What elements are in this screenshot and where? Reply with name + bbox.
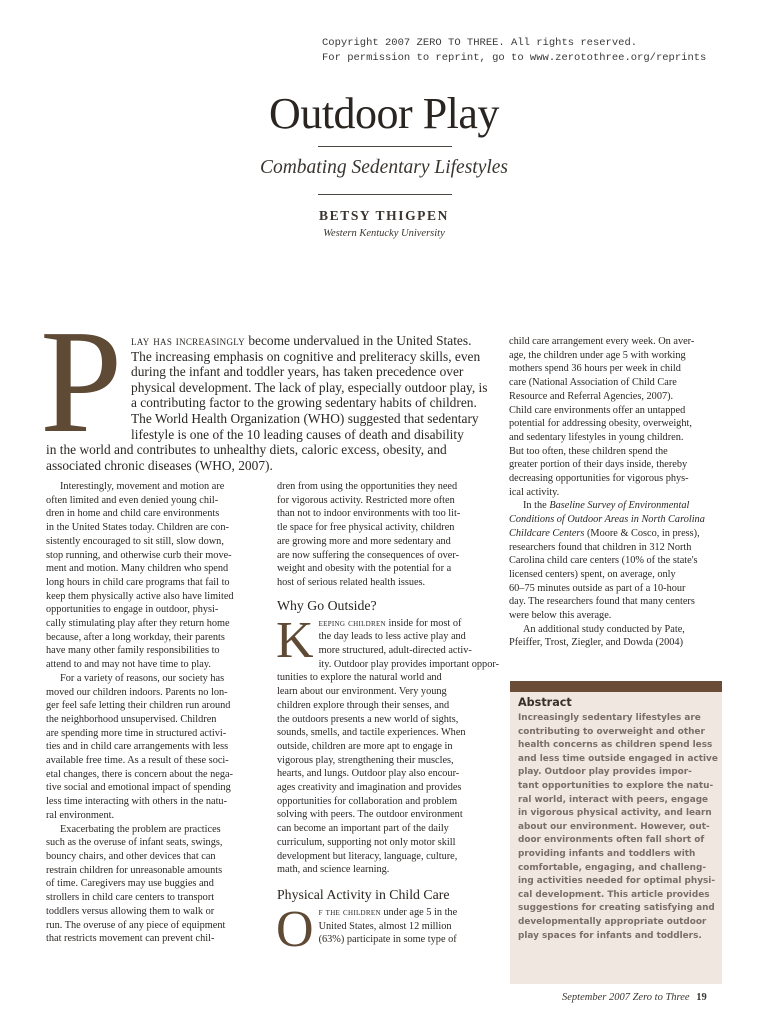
body-line: such as the overuse of infant seats, swings, <box>46 837 223 849</box>
lead-line: lay has increasingly become undervalued in the United States. <box>131 333 472 348</box>
article-subtitle: Combating Sedentary Lifestyles <box>259 157 509 178</box>
body-line: cal development. This article provides <box>518 889 710 900</box>
body-line: than not to indoor environments with too lit- <box>277 508 461 520</box>
body-line: eeping children inside for most of <box>318 617 462 629</box>
body-line: development but literacy, language, culture, <box>277 850 458 862</box>
body-line: host of serious related health issues. <box>277 576 426 588</box>
body-line: and sedentary lifestyles in young children. <box>509 431 684 443</box>
body-line: the day leads to less active play and <box>318 631 466 643</box>
body-line: For a variety of reasons, our society has <box>60 672 225 684</box>
body-line: door environments often fall short of <box>518 835 705 846</box>
body-line: United States, almost 12 million <box>318 920 452 932</box>
body-line: Interestingly, movement and motion are <box>60 481 225 492</box>
body-line: Increasingly sedentary lifestyles are <box>518 713 701 723</box>
section-smallcaps: f the children <box>318 906 381 918</box>
lead-dropcap: P <box>40 300 123 464</box>
body-line: ral environment. <box>46 809 115 821</box>
lead-line: in the world and contributes to unhealthy diets, caloric excess, obesity, and <box>46 442 447 458</box>
heading-physical-activity: Physical Activity in Child Care <box>277 886 450 902</box>
body-line: vigorous play, strengthening their muscles, <box>277 754 454 766</box>
body-line: opportunities for collaboration and problem <box>277 795 458 807</box>
author-name: BETSY THIGPEN <box>319 208 449 223</box>
why-go-outside-paragraph <box>276 611 499 877</box>
body-line: Childcare Centers (Moore & Cosco, in press), <box>509 527 700 539</box>
body-line: outside, children are more apt to engage in <box>277 740 453 752</box>
body-line: sistently encouraged to sit still, slow down, <box>46 535 224 547</box>
body-line: are spending more time in structured activi- <box>46 727 227 739</box>
body-line: moved our children indoors. Parents no lon- <box>46 686 228 698</box>
body-line: ties and in child care arrangements with less <box>46 741 229 753</box>
abstract-title: Abstract <box>518 696 572 709</box>
body-line: and less time outside engaged in active <box>518 753 718 764</box>
body-line: dren in home and child care environments <box>46 508 220 520</box>
body-line: because, after a long workday, their parents <box>46 631 225 643</box>
journal-name: Zero to Three <box>632 992 690 1003</box>
body-line: 60–75 minutes outside as part of a 10-hour <box>509 582 686 594</box>
abstract-box <box>510 681 722 984</box>
physical-activity-paragraph <box>276 900 495 958</box>
body-line: weight and obesity with the potential for a <box>277 563 452 575</box>
title-rule-bottom <box>318 194 452 195</box>
body-line: Pfeiffer, Trost, Ziegler, and Dowda (2004) <box>509 637 684 649</box>
body-line: mothers spend 36 hours per week in child <box>509 363 681 375</box>
body-line: children explore through their senses, and <box>277 699 450 711</box>
body-line: play spaces for infants and toddlers. <box>518 930 702 941</box>
lead-paragraph <box>46 333 492 473</box>
citation-title: Baseline Survey of Environmental <box>549 500 690 512</box>
lead-line: during the infant and toddler years, has taken precedence over <box>131 364 464 380</box>
body-line: tunities to explore the natural world and <box>277 672 442 684</box>
body-line: often limited and even denied young chil- <box>46 494 219 506</box>
lead-line: lifestyle is one of the 10 leading causes of death and disability <box>131 426 464 442</box>
body-line: health concerns as children spend less <box>518 740 713 751</box>
body-line: age, the children under age 5 with working <box>509 349 686 361</box>
body-line: greater portion of their days inside, thereby <box>509 459 688 471</box>
abstract-body <box>518 712 718 943</box>
body-line: math, and science learning. <box>277 864 390 876</box>
body-column-3 <box>509 335 724 650</box>
section-dropcap-o: O <box>276 900 314 958</box>
body-line: developmentally appropriate outdoor <box>518 916 707 927</box>
body-line: tle space for free physical activity, children <box>277 522 455 534</box>
body-line: attend to and may not have time to play. <box>46 659 211 671</box>
copyright-line: Copyright 2007 ZERO TO THREE. All rights reserved. <box>322 37 638 49</box>
body-line: cally stimulating play after they return home <box>46 618 230 630</box>
body-line: researchers found that children in 312 North <box>509 541 692 553</box>
body-line: ical activity. <box>509 486 560 498</box>
body-line: the outdoors presents a new world of sights, <box>277 713 459 725</box>
body-line: of time. Caregivers may use buggies and <box>46 878 214 890</box>
copyright-notice <box>322 36 706 66</box>
body-line: ity. Outdoor play provides important oppor- <box>318 658 499 670</box>
body-line: are now suffering the consequences of over- <box>277 549 460 561</box>
body-line: But too often, these children spend the <box>509 445 668 457</box>
body-line: in vigorous physical activity, and learn <box>518 808 712 819</box>
body-line: are growing more and more sedentary and <box>277 535 451 547</box>
body-line: ral world, interact with peers, engage <box>518 794 709 805</box>
body-line: play. Outdoor play provides impor- <box>518 767 692 778</box>
body-line: providing infants and toddlers with <box>518 848 696 859</box>
body-line: available free time. As a result of these soci- <box>46 755 229 767</box>
lead-line: The World Health Organization (WHO) suggested that sedentary <box>131 410 479 426</box>
body-line: were below this average. <box>509 610 612 622</box>
body-line: can become an important part of the daily <box>277 823 449 835</box>
body-line: restrain children for unreasonable amounts <box>46 864 223 876</box>
lead-smallcaps: lay has increasingly <box>131 333 245 348</box>
body-line: Child care environments offer an untapped <box>509 404 686 416</box>
body-line: learn about our environment. Very young <box>277 686 447 698</box>
body-line: curriculum, supporting not only motor skill <box>277 836 456 848</box>
body-line: ger feel safe letting their children run around <box>46 700 231 712</box>
body-line: about our environment. However, out- <box>518 821 710 832</box>
lead-line: The increasing emphasis on cognitive and preliteracy skills, even <box>131 348 481 364</box>
body-line: ages creativity and imagination and provides <box>277 782 462 794</box>
body-line: toddlers versus allowing them to walk or <box>46 905 215 917</box>
reprint-line: For permission to reprint, go to www.zerotothree.org/reprints <box>322 52 707 64</box>
body-line: tant opportunities to explore the natu- <box>518 780 714 791</box>
body-line: contributing to overweight and other <box>518 726 705 737</box>
body-line: that restricts movement can prevent chil- <box>46 933 215 945</box>
page-number: 19 <box>696 992 707 1003</box>
body-line: run. The overuse of any piece of equipment <box>46 919 226 931</box>
article-title: Outdoor Play <box>269 89 499 138</box>
body-line: the neighborhood unsupervised. Children <box>46 713 217 725</box>
body-line: ing activities needed for optimal physi- <box>518 876 716 887</box>
lead-line: physical development. The lack of play, especially outdoor play, is <box>131 379 488 395</box>
body-line: hearts, and lungs. Outdoor play also encour- <box>277 768 460 780</box>
body-line: for vigorous activity. Restricted more often <box>277 494 455 506</box>
body-line: Resource and Referral Agencies, 2007). <box>509 390 674 402</box>
section-smallcaps: eeping children <box>318 617 386 629</box>
body-line: In the Baseline Survey of Environmental <box>523 500 690 512</box>
body-line: decreasing opportunities for vigorous phys- <box>509 473 689 485</box>
body-line: strollers in child care centers to transport <box>46 892 215 904</box>
body-line: in the United States today. Children are con- <box>46 522 229 534</box>
body-line: dren from using the opportunities they need <box>277 481 458 492</box>
body-line: Carolina child care centers (10% of the state's <box>509 555 698 567</box>
body-column-2 <box>276 480 499 958</box>
body-line: opportunities to engage in outdoor, physi- <box>46 604 219 616</box>
body-line: solving with peers. The outdoor environment <box>277 809 463 821</box>
body-line <box>509 513 724 527</box>
body-line: tive social and emotional impact of spending <box>46 782 231 794</box>
body-line: sounds, smells, and tactile experiences. When <box>277 727 466 739</box>
body-line: suggestions for creating satisfying and <box>518 903 715 914</box>
body-line: day. The researchers found that many centers <box>509 596 695 608</box>
body-line: comfortable, engaging, and challeng- <box>518 862 707 873</box>
body-line: An additional study conducted by Pate, <box>523 623 685 635</box>
body-column-1 <box>46 480 264 946</box>
body-line: less time interacting with others in the natu- <box>46 796 228 808</box>
author-affiliation: Western Kentucky University <box>323 228 445 239</box>
body-line: etal changes, there is concern about the nega- <box>46 768 233 780</box>
issue-date: September 2007 <box>562 992 630 1003</box>
citation-title: Childcare Centers <box>509 527 585 539</box>
section-dropcap-k: K <box>276 611 314 669</box>
body-line: keep them physically active also have limited <box>46 590 234 602</box>
body-line: Exacerbating the problem are practices <box>60 823 221 835</box>
body-line: long hours in child care programs that fail to <box>46 576 230 588</box>
citation-title: Conditions of Outdoor Areas in North Carolina <box>509 514 705 526</box>
body-line: child care arrangement every week. On aver- <box>509 336 695 347</box>
body-line: more structured, adult-directed activ- <box>318 645 472 657</box>
body-line: potential for addressing obesity, overweight, <box>509 418 692 430</box>
col2-intro-paragraph <box>277 480 495 590</box>
lead-line: a contributing factor to the growing sedentary habits of children. <box>131 395 477 411</box>
body-line: stop running, and otherwise curb their move- <box>46 549 232 561</box>
body-line: ment and motion. Many children who spend <box>46 563 229 575</box>
title-rule-top <box>318 146 452 147</box>
page-footer <box>562 992 707 1003</box>
body-line: f the children under age 5 in the <box>318 906 458 918</box>
body-line: licensed centers) spent, on average, only <box>509 568 676 580</box>
body-line: have many other family responsibilities to <box>46 645 220 657</box>
body-line: care (National Association of Child Care <box>509 377 677 389</box>
body-line: bouncy chairs, and other devices that can <box>46 850 216 862</box>
body-line: (63%) participate in some type of <box>318 934 457 946</box>
lead-line: associated chronic diseases (WHO, 2007). <box>46 457 273 473</box>
heading-why-go-outside: Why Go Outside? <box>277 597 377 613</box>
